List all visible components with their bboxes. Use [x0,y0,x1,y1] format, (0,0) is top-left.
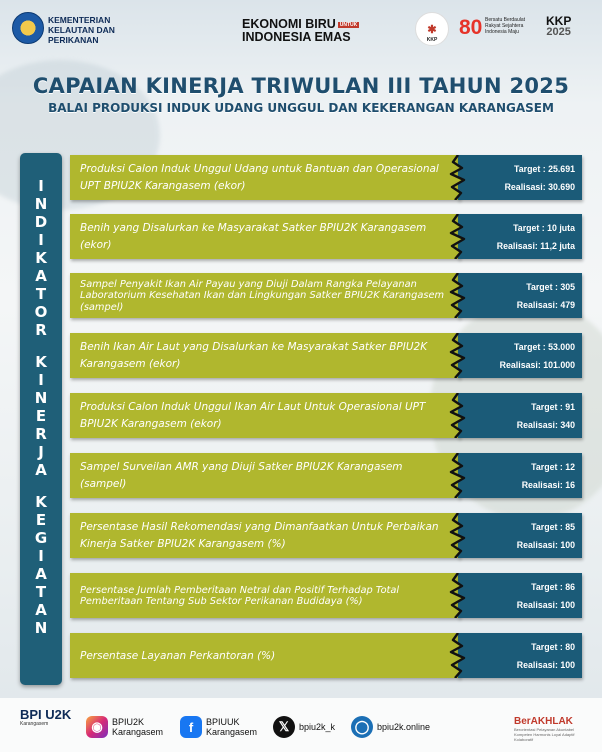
torn-edge-icon [444,573,478,618]
indicator-description-box [70,633,460,678]
torn-edge-icon [444,513,478,558]
torn-edge-icon [444,273,478,318]
vertical-label-letter: J [38,443,44,461]
vertical-label-letter: A [35,601,47,619]
indicator-description-box [70,155,460,200]
indicator-description-box [70,513,460,558]
vertical-label-letter: I [38,371,44,389]
indicator-description-box [70,453,460,498]
indicator-description: Persentase Jumlah Pemberitaan Netral dan Positif Terhadap Total Pemberitaan Tentang Sub Sektor Perikanan Budidaya (%) [80,584,400,607]
indicator-row [70,393,582,438]
torn-edge-icon [444,633,478,678]
indicator-description: Persentase Hasil Rekomendasi yang Dimanfaatkan Untuk Perbaikan Kinerja Satker BPIU2K Karangasem (%) [80,521,439,550]
vertical-label-letter: A [35,267,47,285]
indicator-realisasi: Realisasi: 100 [516,540,575,550]
x-icon: 𝕏 [273,716,295,738]
vertical-label-letter: K [35,353,47,371]
header [0,0,602,64]
ministry-name: KEMENTERIAN KELAUTAN DAN PERIKANAN [48,15,115,45]
instagram-icon: ◉ [86,716,108,738]
indicator-target: Target : 10 juta [513,223,575,233]
ri80-logo-icon: ✱ KKP [415,12,449,46]
page-subtitle: BALAI PRODUKSI INDUK UDANG UNGGUL DAN KEKERANGAN KARANGASEM [48,101,554,115]
indicator-description-box [70,214,460,259]
indicator-description: Persentase Layanan Perkantoran (%) [80,649,276,662]
indicator-description: Produksi Calon Induk Unggul Udang untuk Bantuan dan Operasional UPT BPIU2K Karangasem (ekor) [80,163,439,192]
vertical-label-letter: G [34,529,48,547]
indicator-row [70,214,582,259]
vertical-label-letter: I [38,547,44,565]
badge-80-logo: 80 [459,16,483,39]
indicator-target: Target : 53.000 [514,342,575,352]
x-link[interactable]: 𝕏 bpiu2k_k [273,716,335,738]
indicator-row [70,633,582,678]
indicator-description: Benih Ikan Air Laut yang Disalurkan ke Masyarakat Satker BPIU2K Karangasem (ekor) [80,341,428,370]
indicator-description-box [70,393,460,438]
indicator-row [70,333,582,378]
website-link[interactable]: ◯ bpiu2k.online [351,716,430,738]
torn-edge-icon [444,155,478,200]
vertical-label-letter: A [35,461,47,479]
vertical-label-letter: E [35,407,47,425]
torn-edge-icon [444,214,478,259]
vertical-label-letter: N [34,619,48,637]
indicator-description-box [70,573,460,618]
indicator-description: Sampel Surveilan AMR yang Diuji Satker BPIU2K Karangasem (sampel) [80,461,403,490]
indicator-realisasi: Realisasi: 101.000 [499,360,575,370]
indicator-realisasi: Realisasi: 479 [516,300,575,310]
indicator-target: Target : 86 [531,582,575,592]
vertical-label-panel [20,153,62,685]
indicator-row [70,273,582,318]
indicator-realisasi: Realisasi: 340 [516,420,575,430]
footer [0,698,602,752]
vertical-label-letter: R [35,425,47,443]
indicator-target: Target : 305 [526,282,575,292]
vertical-label-letter: E [35,511,47,529]
torn-edge-icon [444,393,478,438]
ekonomi-biru-logo: EKONOMI BIRU UNTUK INDONESIA EMAS [242,17,358,44]
indicator-description-box [70,273,460,318]
indicator-description-box [70,333,460,378]
indicator-target: Target : 25.691 [514,164,575,174]
vertical-label-letter: I [38,231,44,249]
torn-edge-icon [444,333,478,378]
indicator-target: Target : 80 [531,642,575,652]
vertical-label-letter: N [34,195,48,213]
kkp-emblem-icon [12,12,44,44]
badge-80-text: Bersatu Berdaulat Rakyat Sejahtera Indonesia Maju [485,17,526,35]
vertical-label-letter: A [35,565,47,583]
vertical-label-letter: I [38,177,44,195]
facebook-link[interactable]: f BPIUUK Karangasem [180,716,274,738]
vertical-label-letter: K [35,249,47,267]
indicator-row [70,453,582,498]
kkp-2025-logo: KKP 2025 [546,14,572,38]
vertical-label-letter: N [34,389,48,407]
indicator-target: Target : 85 [531,522,575,532]
vertical-label-letter: T [35,583,47,601]
vertical-label-text [20,177,62,637]
facebook-icon: f [180,716,202,738]
bpiu2k-logo: BPI U2K Karangasem [20,707,72,727]
indicator-description: Sampel Penyakit Ikan Air Payau yang Diuji Dalam Rangka Pelayanan Laboratorium Kesehatan Ikan dan Lingkungan Satker BPIU2K Karangasem (sampel) [80,278,445,313]
vertical-label-letter: T [35,285,47,303]
globe-icon: ◯ [351,716,373,738]
berakhlak-logo: BerAKHLAK Berorientasi Pelayanan Akuntabel Kompeten Harmonis Loyal Adaptif Kolaboratif [514,716,575,742]
indicator-description: Produksi Calon Induk Unggul Ikan Air Laut Untuk Operasional UPT BPIU2K Karangasem (ekor) [80,401,426,430]
page-title: CAPAIAN KINERJA TRIWULAN III TAHUN 2025 [32,74,570,98]
torn-edge-icon [444,453,478,498]
indicator-target: Target : 91 [531,402,575,412]
indicator-row [70,513,582,558]
vertical-label-letter: D [34,213,48,231]
vertical-label-letter: O [34,303,48,321]
instagram-link[interactable]: ◉ BPIU2K Karangasem [86,716,180,738]
indicator-realisasi: Realisasi: 11,2 juta [496,241,575,251]
indicator-row [70,573,582,618]
vertical-label-letter: R [35,321,47,339]
indicator-target: Target : 12 [531,462,575,472]
indicator-realisasi: Realisasi: 100 [516,660,575,670]
indicator-realisasi: Realisasi: 16 [521,480,575,490]
indicator-realisasi: Realisasi: 30.690 [504,182,575,192]
indicator-description: Benih yang Disalurkan ke Masyarakat Satker BPIU2K Karangasem (ekor) [80,222,427,251]
indicator-realisasi: Realisasi: 100 [516,600,575,610]
indicator-row [70,155,582,200]
vertical-label-letter: K [35,493,47,511]
